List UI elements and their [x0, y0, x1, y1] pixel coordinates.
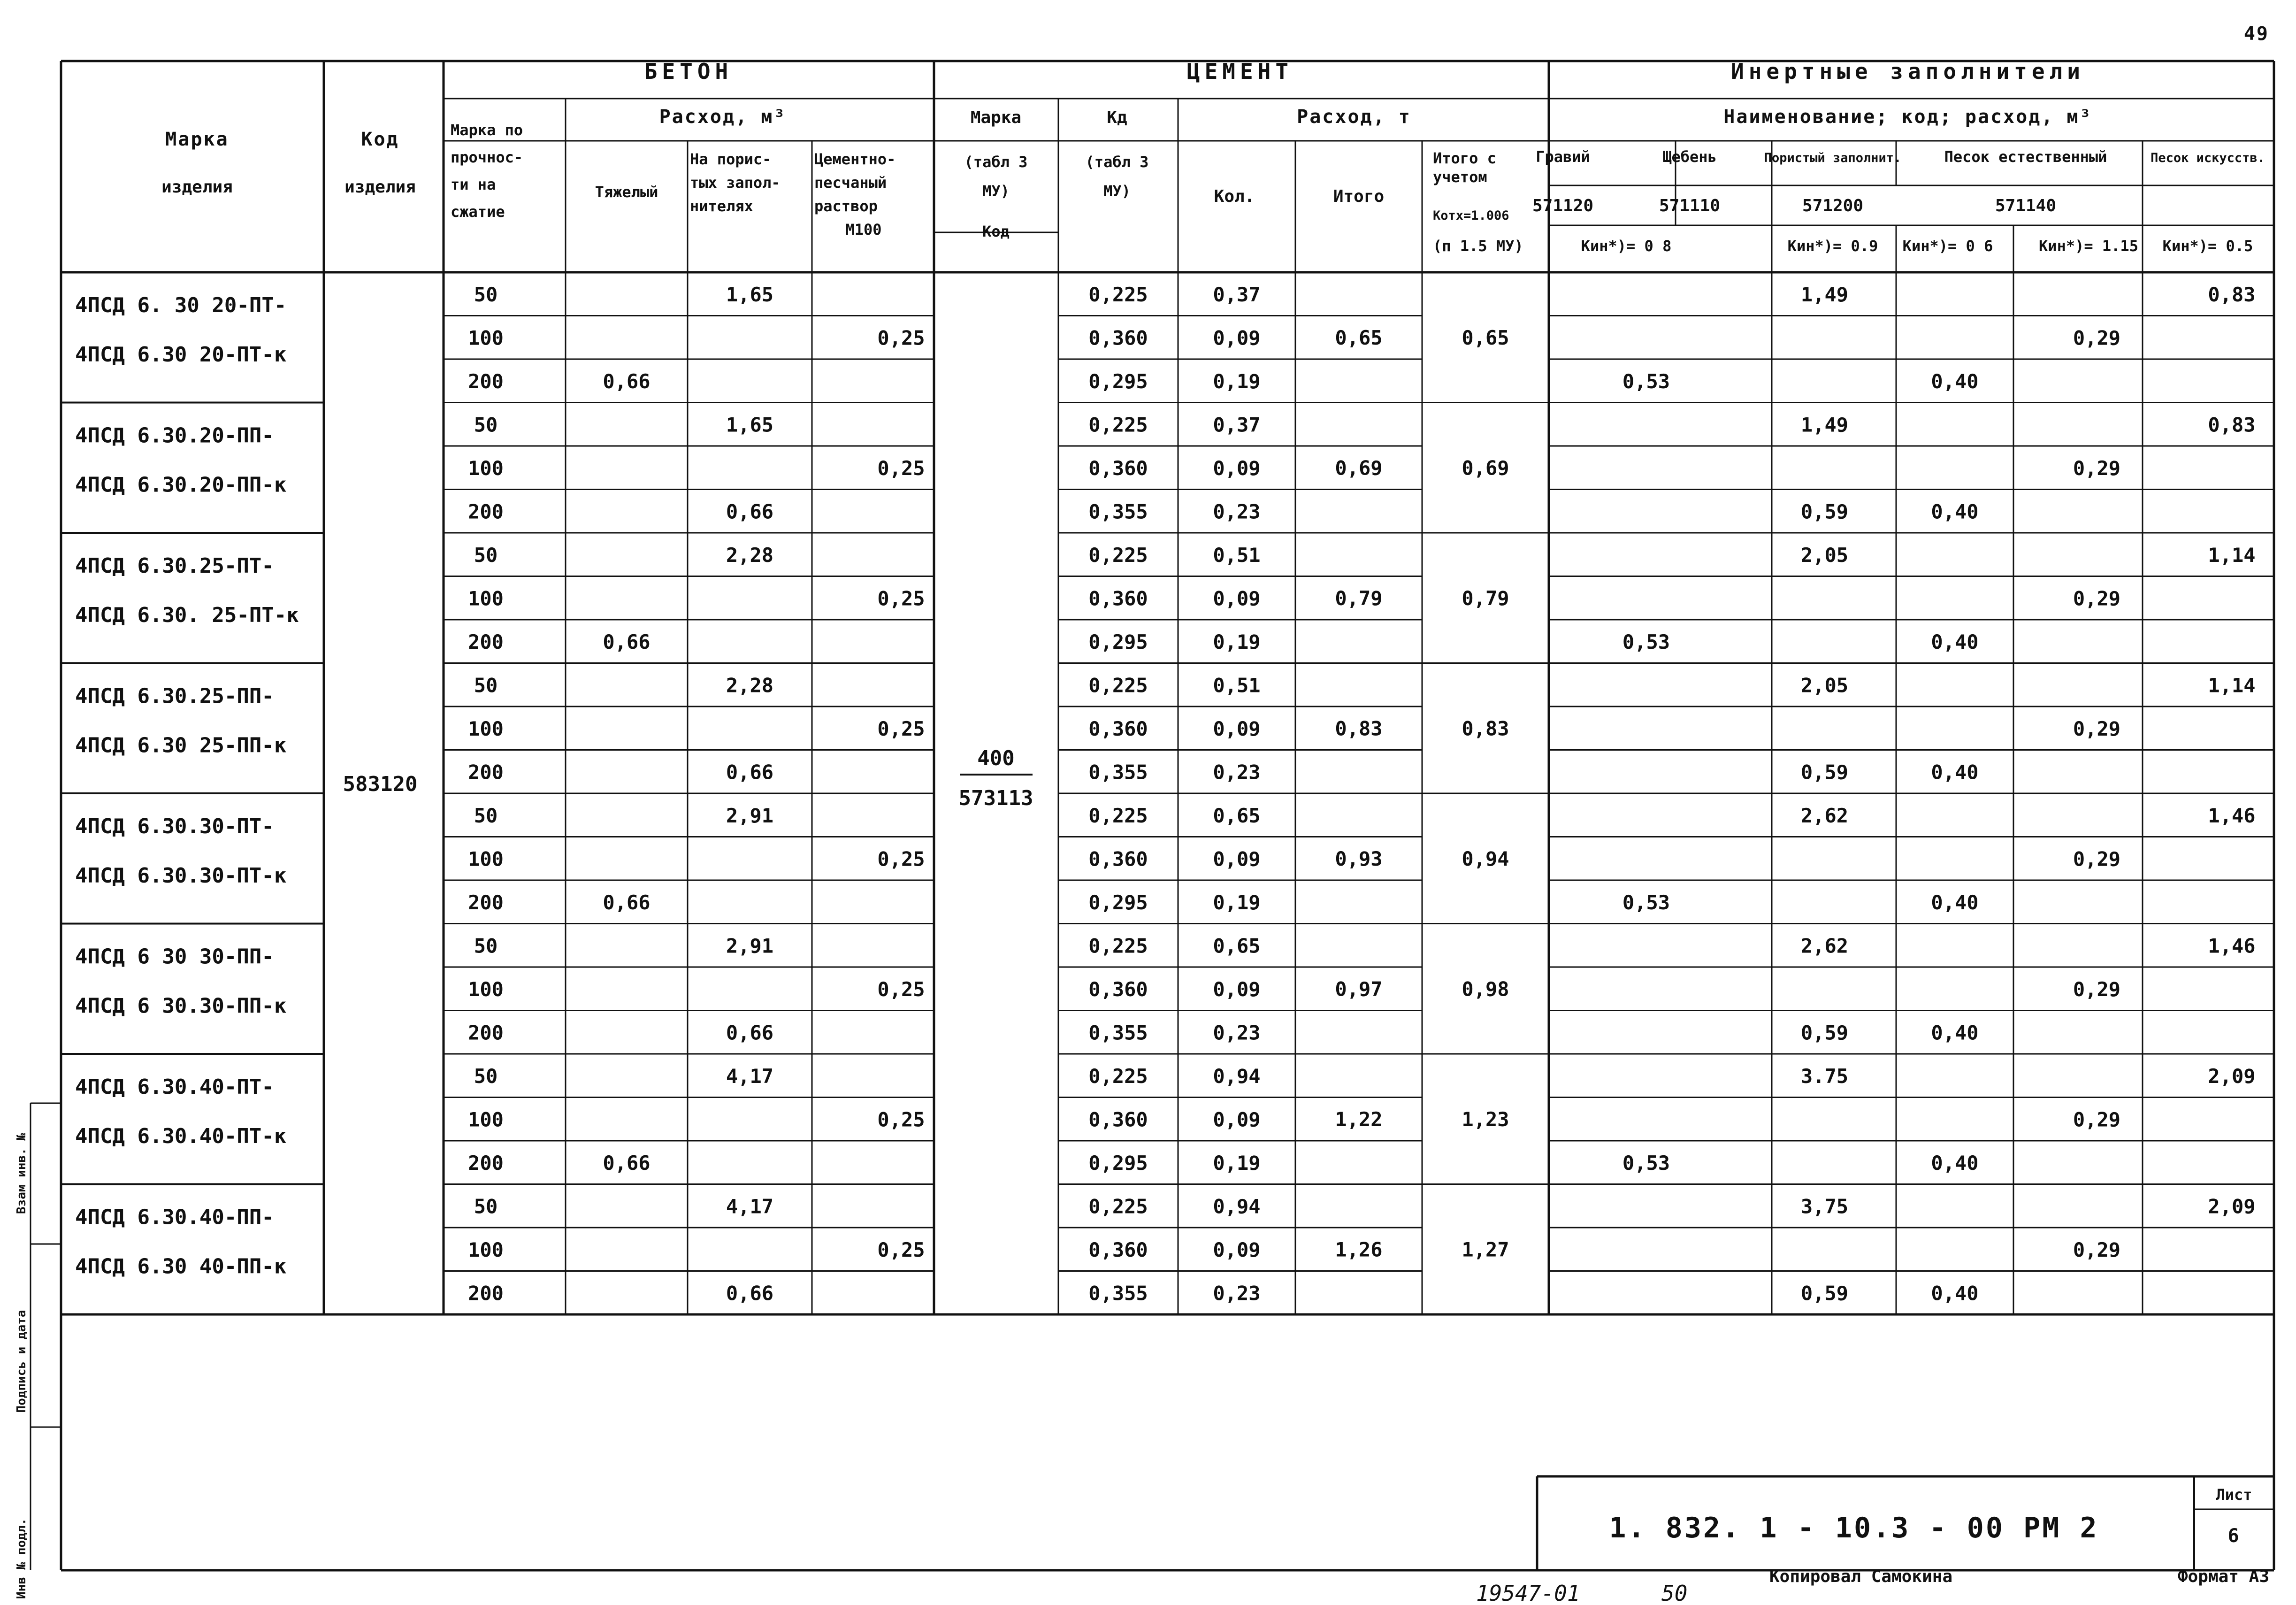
cement-kol: 0,09	[1213, 717, 1261, 740]
rashod-rastvor: 0,25	[877, 587, 925, 610]
side-podpis-data: Подпись и дата	[15, 1310, 29, 1413]
agg-pesok-iskusstvennyj: Песок искусств.	[2151, 151, 2265, 165]
col-itogo-k-2: учетом	[1433, 168, 1487, 186]
kd-value: 0,225	[1088, 544, 1148, 567]
cement-itogo-k: 0,83	[1462, 717, 1509, 740]
rashod-rastvor: 0,25	[877, 847, 925, 871]
strength-grade: 100	[468, 1238, 504, 1261]
kd-value: 0,360	[1088, 587, 1148, 610]
pesok-iskusstvennyj: 1,46	[2208, 804, 2256, 827]
pesok-estestvennyj-115: 0,29	[2073, 717, 2121, 740]
kd-value: 0,225	[1088, 1195, 1148, 1218]
pesok-estestvennyj-06: 0,40	[1931, 760, 1979, 784]
pesok-estestvennyj-06: 0,40	[1931, 370, 1979, 393]
rashod-poristyj: 0,66	[726, 500, 774, 523]
cement-kol: 0,09	[1213, 847, 1261, 871]
rashod-poristyj: 4,17	[726, 1195, 774, 1218]
cement-itogo-k: 1,27	[1462, 1238, 1509, 1261]
cement-kol: 0,51	[1213, 674, 1261, 697]
pesok-estestvennyj-06: 0,40	[1931, 1152, 1979, 1175]
strength-grade: 50	[474, 804, 498, 827]
kd-value: 0,225	[1088, 804, 1148, 827]
col-itogo-k-4: (п 1.5 МУ)	[1433, 237, 1523, 255]
poristyj-zapolnitel: 0,59	[1800, 760, 1849, 784]
col-tsp-3: раствор	[814, 197, 878, 215]
col-itogo: Итого	[1333, 187, 1385, 206]
sheet-number: 6	[2227, 1525, 2241, 1547]
code-571120: 571120	[1532, 196, 1594, 215]
strength-grade: 200	[468, 1152, 504, 1175]
kd-value: 0,225	[1088, 674, 1148, 697]
rashod-poristyj: 1,65	[726, 413, 774, 437]
pesok-estestvennyj-115: 0,29	[2073, 978, 2121, 1001]
kd-value: 0,360	[1088, 457, 1148, 480]
pesok-estestvennyj-06: 0,40	[1931, 1282, 1979, 1305]
cement-itogo: 1,26	[1335, 1238, 1383, 1261]
strength-grade: 200	[468, 630, 504, 653]
agg-poristyj: Пористый заполнит.	[1764, 151, 1902, 165]
rashod-tyazhelyy: 0,66	[603, 370, 651, 393]
strength-grade: 100	[468, 326, 504, 350]
rashod-tyazhelyy: 0,66	[603, 891, 651, 914]
kd-value: 0,295	[1088, 891, 1148, 914]
cement-kol: 0,19	[1213, 891, 1261, 914]
side-vzam-inv: Взам инв. №	[15, 1133, 29, 1214]
code-571200: 571200	[1802, 196, 1864, 215]
pesok-iskusstvennyj: 1,14	[2208, 674, 2256, 697]
strength-grade: 50	[474, 544, 498, 567]
col-kd-1: Кд	[1107, 108, 1127, 127]
agg-pesok-estestvennyj: Песок естественный	[1944, 148, 2107, 166]
cement-itogo: 0,97	[1335, 977, 1383, 1001]
strength-grade: 50	[474, 674, 498, 697]
cement-kol: 0,65	[1213, 934, 1261, 958]
product-mark: 4ПСД 6 30 30-ПП-	[75, 945, 274, 969]
rashod-rastvor: 0,25	[877, 1238, 925, 1261]
strength-grade: 200	[468, 370, 504, 393]
product-mark: 4ПСД 6.30.25-ПТ-	[75, 554, 274, 578]
strength-grade: 200	[468, 500, 504, 523]
kin-pesok-isk: Кин*)= 0.5	[2162, 237, 2253, 255]
cement-itogo: 0,65	[1335, 326, 1383, 349]
poristyj-zapolnitel: 2,05	[1800, 674, 1849, 697]
beton-rashod-header: Расход, м³	[659, 106, 787, 128]
rashod-rastvor: 0,25	[877, 1108, 925, 1131]
rashod-tyazhelyy: 0,66	[603, 1152, 651, 1175]
cement-kol: 0,19	[1213, 1152, 1261, 1175]
strength-grade: 50	[474, 1195, 498, 1218]
gravij-shcheben: 0,53	[1622, 630, 1670, 653]
poristyj-zapolnitel: 0,59	[1800, 1282, 1849, 1305]
poristyj-zapolnitel: 2,62	[1800, 804, 1849, 827]
col-kd-3: МУ)	[1103, 182, 1131, 200]
col-tsp-4: М100	[845, 221, 882, 238]
kin-poristyj: Кин*)= 0.9	[1787, 237, 1878, 255]
product-mark-k: 4ПСД 6.30.40-ПТ-к	[75, 1124, 287, 1148]
product-mark: 4ПСД 6.30.20-ПП-	[75, 423, 274, 448]
cement-kol: 0,65	[1213, 804, 1261, 827]
kd-value: 0,225	[1088, 283, 1148, 306]
group-beton-header: БЕТОН	[644, 59, 733, 84]
col-itogo-k-3: Котх=1.006	[1433, 208, 1509, 223]
pesok-estestvennyj-115: 0,29	[2073, 326, 2121, 350]
kod-izdeliya-value: 583120	[343, 772, 418, 796]
pesok-estestvennyj-115: 0,29	[2073, 457, 2121, 480]
kd-value: 0,360	[1088, 1108, 1148, 1131]
strength-grade: 200	[468, 1282, 504, 1305]
rashod-poristyj: 0,66	[726, 1021, 774, 1044]
strength-grade: 100	[468, 717, 504, 740]
col-itogo-k-1: Итого с	[1433, 149, 1496, 167]
cement-kol: 0,51	[1213, 544, 1261, 567]
cement-kol: 0,23	[1213, 500, 1261, 523]
poristyj-zapolnitel: 0,59	[1800, 1021, 1849, 1044]
strength-grade: 100	[468, 457, 504, 480]
poristyj-zapolnitel: 3,75	[1800, 1195, 1849, 1218]
product-mark-k: 4ПСД 6.30. 25-ПТ-к	[75, 603, 299, 627]
rashod-rastvor: 0,25	[877, 457, 925, 480]
group-tsement-header: ЦЕМЕНТ	[1186, 59, 1293, 84]
kd-value: 0,355	[1088, 500, 1148, 523]
pesok-estestvennyj-06: 0,40	[1931, 630, 1979, 653]
rashod-poristyj: 2,91	[726, 804, 774, 827]
pesok-estestvennyj-115: 0,29	[2073, 587, 2121, 610]
rashod-rastvor: 0,25	[877, 717, 925, 740]
cement-marka-value: 400	[977, 746, 1015, 770]
cement-itogo-k: 0,79	[1462, 586, 1509, 610]
rashod-poristyj: 4,17	[726, 1065, 774, 1088]
rashod-rastvor: 0,25	[877, 978, 925, 1001]
agg-gravij: Гравий	[1536, 148, 1590, 166]
code-571140: 571140	[1995, 196, 2057, 215]
cement-kol: 0,19	[1213, 370, 1261, 393]
cement-kod-value: 573113	[958, 786, 1033, 810]
cement-kol: 0,37	[1213, 283, 1261, 306]
product-mark-k: 4ПСД 6.30 25-ПП-к	[75, 733, 287, 758]
sheet-label: Лист	[2216, 1486, 2252, 1504]
cement-kol: 0,37	[1213, 413, 1261, 437]
col-marka-label-1: Марка	[165, 129, 229, 150]
pesok-iskusstvennyj: 2,09	[2208, 1065, 2256, 1088]
kd-value: 0,225	[1088, 413, 1148, 437]
col-kol: Кол.	[1214, 187, 1255, 206]
kd-value: 0,225	[1088, 934, 1148, 958]
strength-grade: 100	[468, 847, 504, 871]
strength-grade: 100	[468, 1108, 504, 1131]
cement-rashod-header: Расход, т	[1297, 106, 1411, 128]
kd-value: 0,295	[1088, 630, 1148, 653]
kd-value: 0,295	[1088, 370, 1148, 393]
poristyj-zapolnitel: 2,05	[1800, 544, 1849, 567]
col-poristye-3: нителях	[690, 197, 753, 215]
gravij-shcheben: 0,53	[1622, 370, 1670, 393]
cement-kol: 0,19	[1213, 630, 1261, 653]
kd-value: 0,225	[1088, 1065, 1148, 1088]
pesok-estestvennyj-06: 0,40	[1931, 500, 1979, 523]
kin-pesok-06: Кин*)= 0 6	[1902, 237, 1993, 255]
poristyj-zapolnitel: 0,59	[1800, 500, 1849, 523]
gravij-shcheben: 0,53	[1622, 1152, 1670, 1175]
pesok-iskusstvennyj: 2,09	[2208, 1195, 2256, 1218]
handwritten-page: 50	[1661, 1581, 1688, 1605]
col-kod-cem: Код	[982, 223, 1010, 240]
product-mark: 4ПСД 6.30.25-ПП-	[75, 684, 274, 708]
pesok-iskusstvennyj: 0,83	[2208, 413, 2256, 437]
cement-itogo: 0,79	[1335, 586, 1383, 610]
kd-value: 0,360	[1088, 978, 1148, 1001]
pesok-estestvennyj-115: 0,29	[2073, 1108, 2121, 1131]
document-number: 1. 832. 1 - 10.3 - 00 РМ 2	[1609, 1512, 2099, 1544]
col-kod-label-2: изделия	[344, 177, 416, 197]
strength-grade: 50	[474, 413, 498, 437]
page-number: 49	[2243, 23, 2269, 45]
kd-value: 0,355	[1088, 1021, 1148, 1044]
poristyj-zapolnitel: 2,62	[1800, 934, 1849, 958]
col-kod-label-1: Код	[361, 129, 399, 150]
cement-kol: 0,09	[1213, 587, 1261, 610]
rashod-poristyj: 2,28	[726, 544, 774, 567]
cement-kol: 0,09	[1213, 1238, 1261, 1261]
kd-value: 0,355	[1088, 760, 1148, 784]
rashod-rastvor: 0,25	[877, 326, 925, 350]
kd-value: 0,360	[1088, 1238, 1148, 1261]
code-571110: 571110	[1659, 196, 1721, 215]
poristyj-zapolnitel: 1,49	[1800, 413, 1849, 437]
col-poristye-1: На порис-	[690, 150, 772, 168]
rashod-tyazhelyy: 0,66	[603, 630, 651, 653]
strength-grade: 200	[468, 760, 504, 784]
cement-itogo: 0,69	[1335, 456, 1383, 480]
rashod-poristyj: 0,66	[726, 760, 774, 784]
pesok-estestvennyj-115: 0,29	[2073, 847, 2121, 871]
cement-itogo-k: 0,98	[1462, 977, 1509, 1001]
product-mark: 4ПСД 6. 30 20-ПТ-	[75, 293, 287, 317]
cement-kol: 0,23	[1213, 1021, 1261, 1044]
marka-prochnosti-4: сжатие	[451, 203, 505, 221]
gravij-shcheben: 0,53	[1622, 891, 1670, 914]
col-poristye-2: тых запол-	[690, 174, 781, 192]
kd-value: 0,360	[1088, 717, 1148, 740]
pesok-iskusstvennyj: 0,83	[2208, 283, 2256, 306]
product-mark-k: 4ПСД 6.30 20-ПТ-к	[75, 343, 287, 367]
marka-prochnosti-3: ти на	[451, 176, 496, 193]
footer-format: Формат А3	[2177, 1567, 2269, 1586]
product-mark-k: 4ПСД 6.30 40-ПП-к	[75, 1254, 287, 1279]
cement-itogo-k: 0,94	[1462, 847, 1509, 870]
cement-kol: 0,09	[1213, 326, 1261, 350]
product-mark-k: 4ПСД 6.30.30-ПТ-к	[75, 864, 287, 888]
product-mark: 4ПСД 6.30.40-ПТ-	[75, 1075, 274, 1099]
group-inertnye-header: Инертные заполнители	[1731, 59, 2085, 84]
poristyj-zapolnitel: 1,49	[1800, 283, 1849, 306]
product-mark-k: 4ПСД 6.30.20-ПП-к	[75, 473, 287, 497]
strength-grade: 50	[474, 283, 498, 306]
strength-grade: 50	[474, 934, 498, 958]
rashod-poristyj: 1,65	[726, 283, 774, 306]
cement-kol: 0,94	[1213, 1195, 1261, 1218]
cement-itogo-k: 0,65	[1462, 326, 1509, 349]
cement-kol: 0,09	[1213, 978, 1261, 1001]
kd-value: 0,360	[1088, 326, 1148, 350]
marka-prochnosti-1: Марка по	[451, 121, 523, 139]
marka-prochnosti-2: прочнос-	[451, 148, 523, 166]
cement-itogo: 0,93	[1335, 847, 1383, 870]
col-tsp-2: песчаный	[814, 174, 887, 192]
footer-kopiroval: Копировал Самокина	[1769, 1567, 1953, 1586]
side-inv-podl: Инв № подл.	[15, 1518, 29, 1599]
agg-shcheben: Щебень	[1662, 148, 1717, 166]
col-marka-cem-1: Марка	[970, 108, 1022, 127]
product-mark-k: 4ПСД 6 30.30-ПП-к	[75, 994, 287, 1018]
strength-grade: 100	[468, 978, 504, 1001]
kin-gravij-shcheben: Кин*)= 0 8	[1581, 237, 1672, 255]
poristyj-zapolnitel: 3.75	[1800, 1065, 1849, 1088]
strength-grade: 50	[474, 1065, 498, 1088]
col-tyazhelyy: Тяжелый	[595, 183, 658, 201]
col-kd-2: (табл 3	[1085, 153, 1149, 171]
cement-kol: 0,09	[1213, 457, 1261, 480]
cement-kol: 0,23	[1213, 760, 1261, 784]
cement-kol: 0,09	[1213, 1108, 1261, 1131]
handwritten-number: 19547-01	[1476, 1581, 1580, 1605]
cement-itogo: 0,83	[1335, 717, 1383, 740]
strength-grade: 200	[468, 891, 504, 914]
rashod-poristyj: 0,66	[726, 1282, 774, 1305]
cement-itogo-k: 0,69	[1462, 456, 1509, 480]
pesok-estestvennyj-06: 0,40	[1931, 891, 1979, 914]
col-tsp-1: Цементно-	[814, 150, 896, 168]
strength-grade: 200	[468, 1021, 504, 1044]
pesok-iskusstvennyj: 1,14	[2208, 544, 2256, 567]
pesok-estestvennyj-06: 0,40	[1931, 1021, 1979, 1044]
strength-grade: 100	[468, 587, 504, 610]
cement-kol: 0,23	[1213, 1282, 1261, 1305]
kd-value: 0,355	[1088, 1282, 1148, 1305]
cement-itogo: 1,22	[1335, 1107, 1383, 1131]
aggregates-naimenovanie: Наименование; код; расход, м³	[1723, 106, 2092, 128]
col-marka-label-2: изделия	[161, 177, 233, 197]
col-marka-cem-2: (табл 3	[964, 153, 1028, 171]
cement-kol: 0,94	[1213, 1065, 1261, 1088]
col-marka-cem-3: МУ)	[982, 182, 1010, 200]
cement-itogo-k: 1,23	[1462, 1107, 1509, 1131]
kin-pesok-115: Кин*)= 1.15	[2039, 237, 2138, 255]
kd-value: 0,360	[1088, 847, 1148, 871]
kd-value: 0,295	[1088, 1152, 1148, 1175]
rashod-poristyj: 2,91	[726, 934, 774, 958]
product-mark: 4ПСД 6.30.30-ПТ-	[75, 814, 274, 838]
product-mark: 4ПСД 6.30.40-ПП-	[75, 1205, 274, 1229]
pesok-iskusstvennyj: 1,46	[2208, 934, 2256, 958]
rashod-poristyj: 2,28	[726, 674, 774, 697]
pesok-estestvennyj-115: 0,29	[2073, 1238, 2121, 1261]
table-grid	[31, 61, 2274, 1570]
